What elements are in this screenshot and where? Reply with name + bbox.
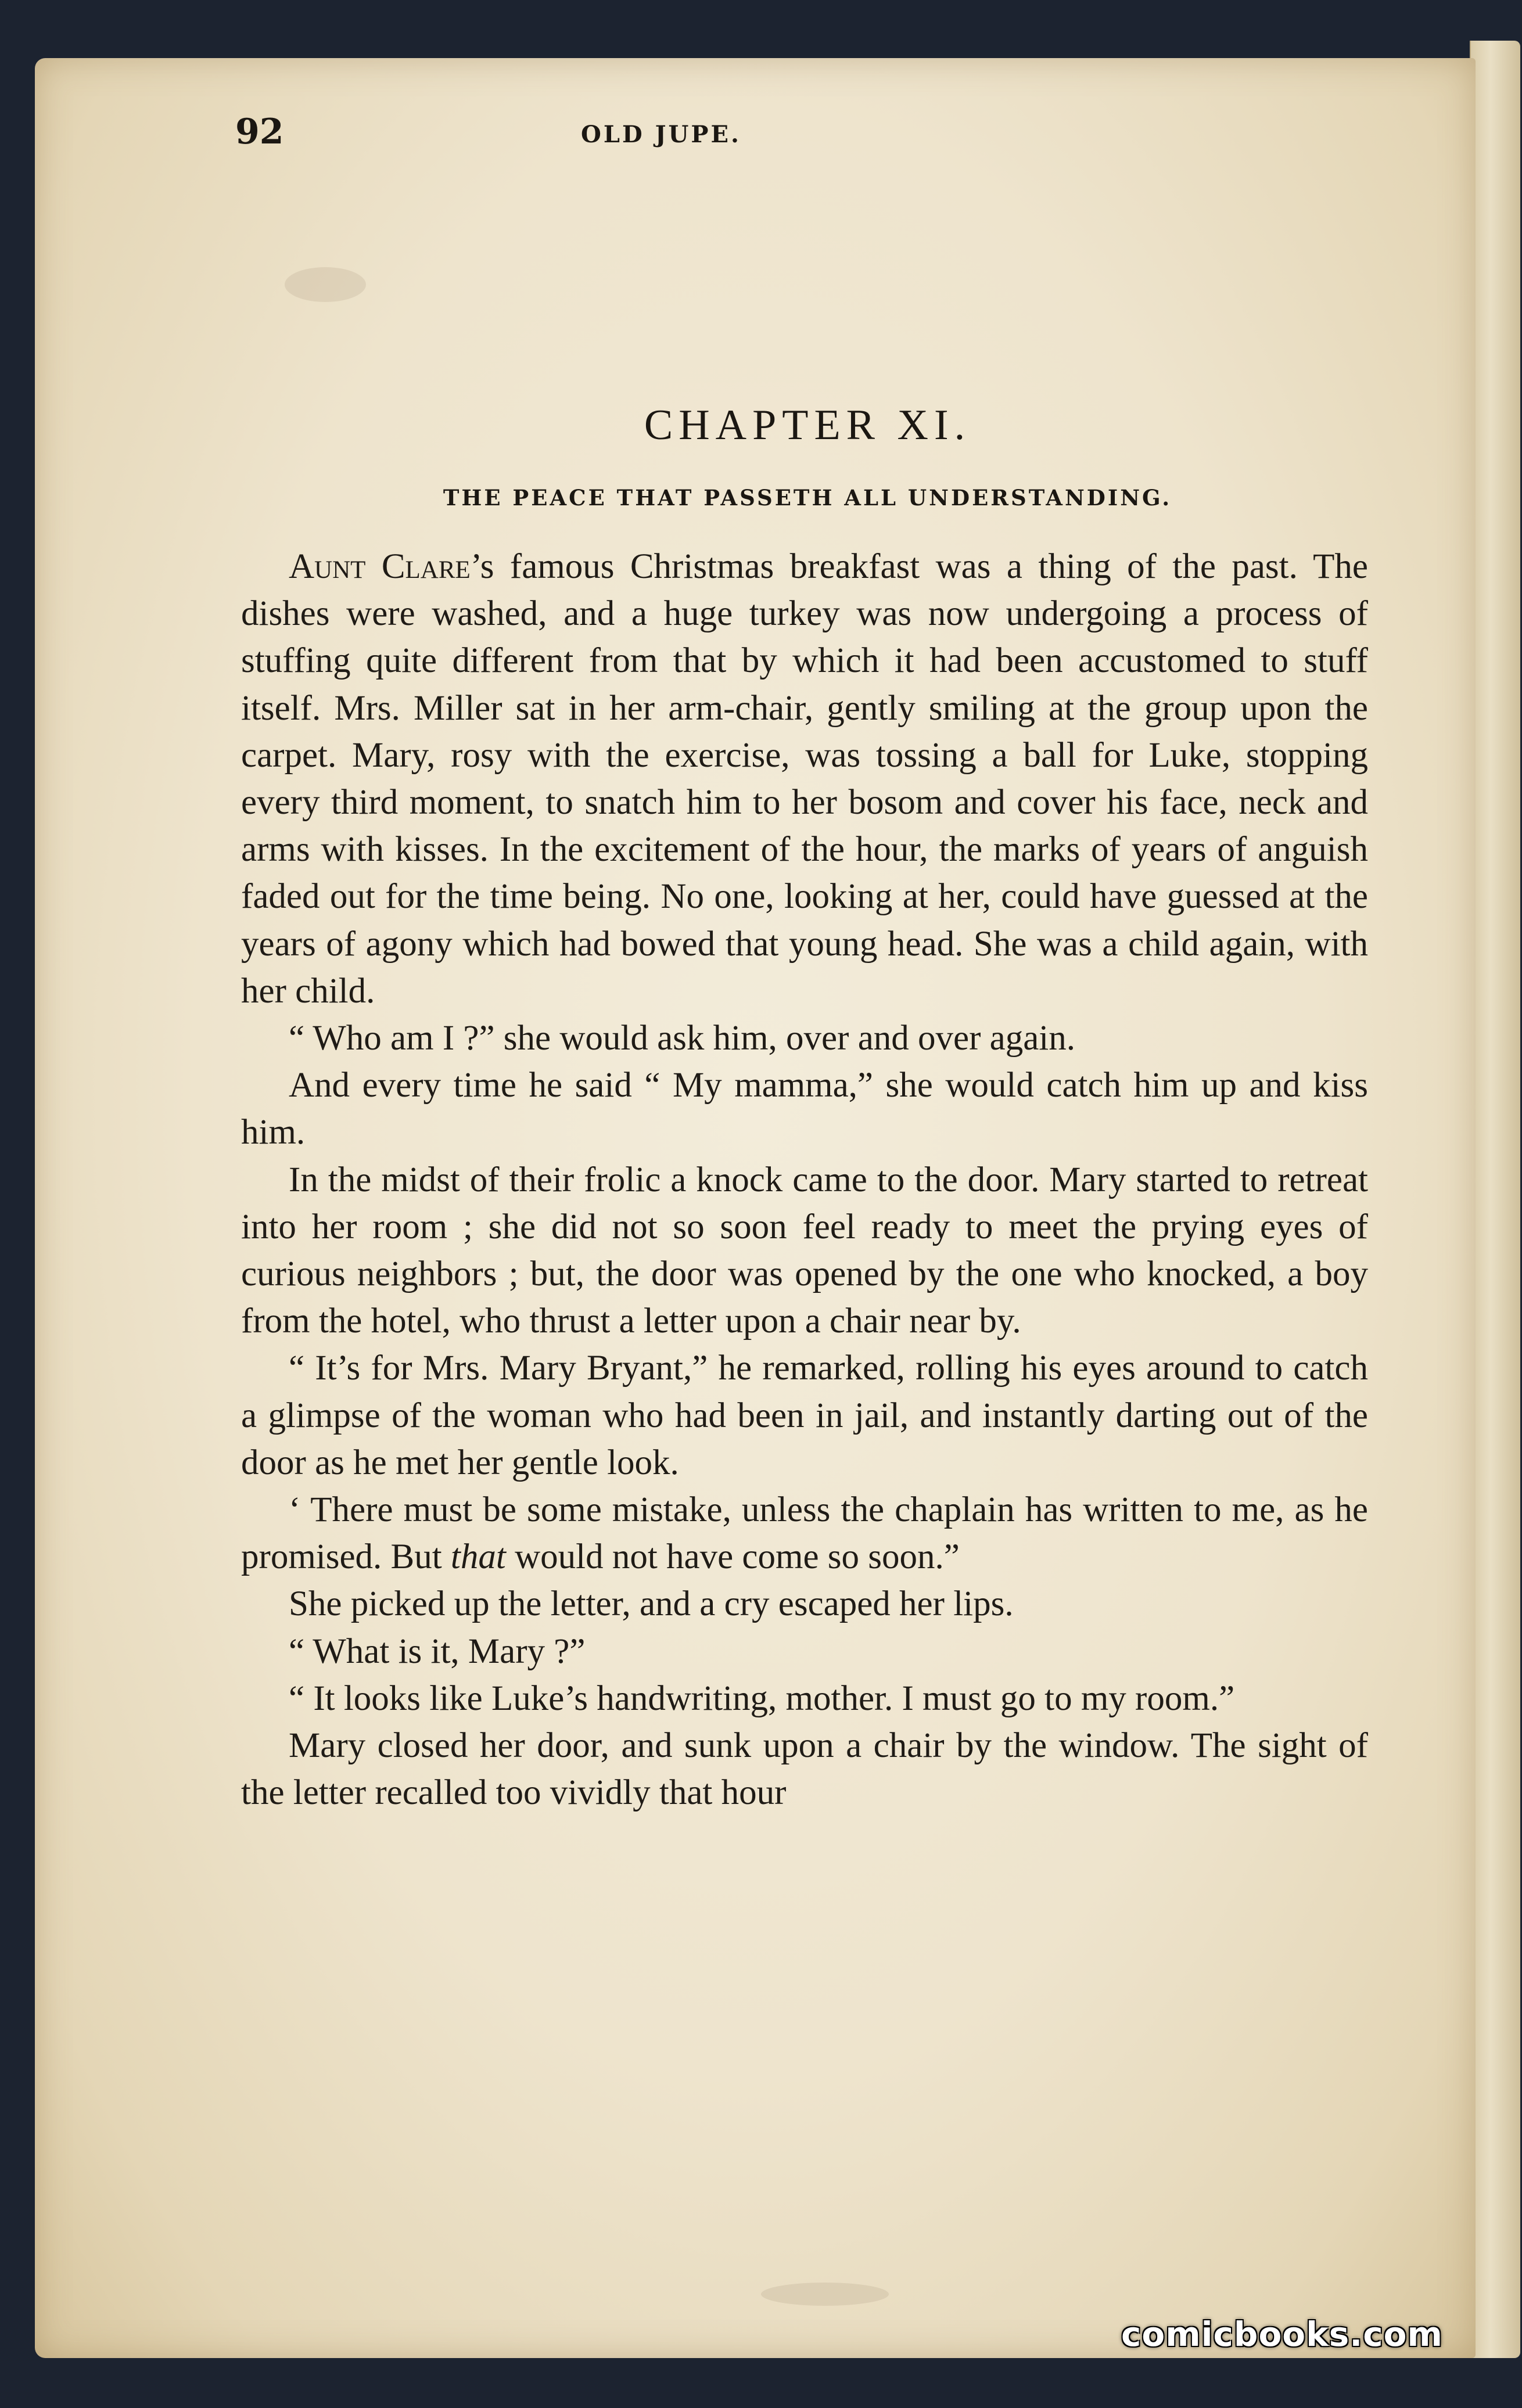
paragraph-text: would not have come so soon.” xyxy=(505,1537,960,1577)
paragraph xyxy=(241,543,1368,1015)
site-watermark: comicbooks.com xyxy=(1121,2314,1443,2354)
adjacent-page-edge xyxy=(1470,41,1520,2358)
paragraph: Mary closed her door, and sunk upon a chair by the window. The sight of the letter recalled too vividly that hour xyxy=(241,1726,1368,1813)
chapter-title: CHAPTER XI. xyxy=(644,401,971,449)
ink-smudge xyxy=(761,2283,889,2306)
paragraph: “ What is it, Mary ?” xyxy=(289,1631,586,1671)
running-head: OLD JUPE. xyxy=(581,121,741,148)
paragraph-text: ’s famous Christmas breakfast was a thing of the past. The dishes were washed, and a huge turkey was now undergoing a process of stuffing quite different from that by which it had been accustomed to stuff itself. Mrs. Miller sat in her arm-chair, gently smiling at the group upon the carpet. Mary, rosy with the exercise, was tossing a ball for Luke, stopping every third moment, to snatch him to her bosom and cover his face, neck and arms with kisses. In the excitement of the hour, the marks of years of anguish faded out for the time being. No one, looking at her, could have guessed at the years of agony which had bowed that young head. She was a child again, with her child. xyxy=(241,547,1368,1011)
paragraph: “ It’s for Mrs. Mary Bryant,” he remarked, rolling his eyes around to catch a glimpse of the woman who had been in jail, and instantly darting out of the door as he met her gentle look. xyxy=(241,1349,1368,1482)
paragraph: She picked up the letter, and a cry escaped her lips. xyxy=(289,1584,1014,1624)
chapter-subtitle: THE PEACE THAT PASSETH ALL UNDERSTANDING. xyxy=(443,485,1172,511)
paragraph xyxy=(241,1486,1368,1580)
paragraph: In the midst of their frolic a knock came to the door. Mary started to retreat into her room ; she did not so soon feel ready to meet the prying eyes of curious neighbors ; but, the door was opened by the one who knocked, a boy from the hotel, who thrust a letter upon a chair near by. xyxy=(241,1160,1368,1341)
paragraph-text: ‘ There must be some mistake, unless the chaplain has written to me, as he promised. But xyxy=(241,1490,1368,1577)
emphasized-word: that xyxy=(450,1537,506,1577)
ink-smudge xyxy=(285,267,366,302)
paragraph: “ It looks like Luke’s handwriting, mother. I must go to my room.” xyxy=(289,1679,1235,1718)
body-text xyxy=(241,543,1368,1816)
paragraph-lead-small-caps: Aunt Clare xyxy=(289,547,471,586)
page-number: 92 xyxy=(235,112,284,152)
paragraph: “ Who am I ?” she would ask him, over and over again. xyxy=(289,1019,1076,1058)
paragraph: And every time he said “ My mamma,” she would catch him up and kiss him. xyxy=(241,1066,1368,1152)
